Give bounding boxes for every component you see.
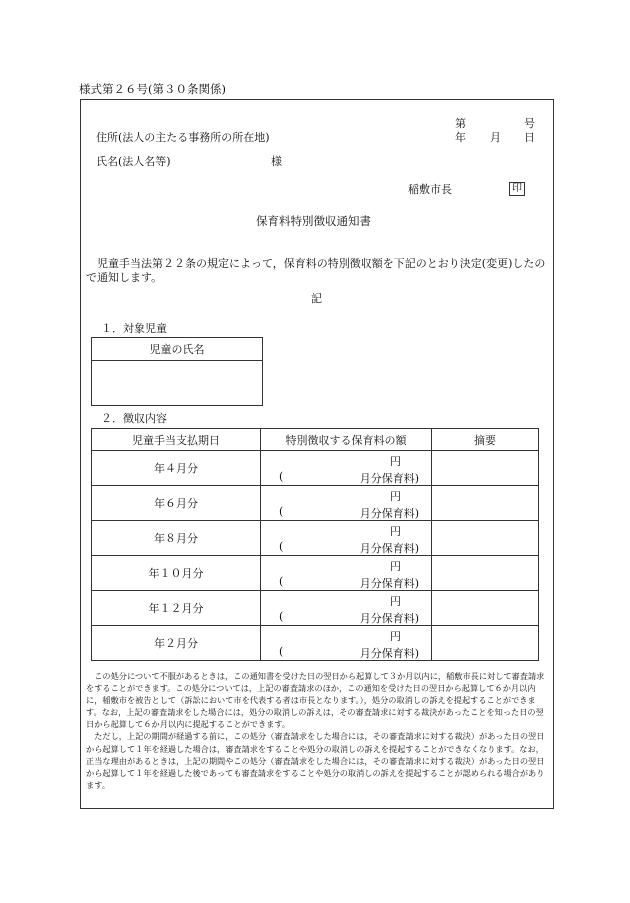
- row-remarks[interactable]: [432, 556, 539, 591]
- month-label: 月分保育料): [359, 577, 419, 590]
- seal-mark: 印: [509, 182, 525, 196]
- honorific: 様: [271, 155, 282, 168]
- row-period: 年１０月分: [92, 556, 261, 591]
- paren-open: (: [279, 540, 284, 553]
- row-remarks[interactable]: [432, 626, 539, 661]
- collection-table: [91, 428, 539, 661]
- date-day: 日: [524, 131, 535, 144]
- header-remarks: 摘要: [432, 429, 539, 451]
- row-remarks[interactable]: [432, 451, 539, 486]
- number-suffix: 号: [524, 117, 535, 130]
- month-label: 月分保育料): [359, 507, 419, 520]
- child-table: [91, 337, 263, 406]
- section2-heading: ２．徴収内容: [101, 412, 167, 425]
- notice-paragraph-2: ただし，上記の期間が経過する前に，この処分（審査請求をした場合には，その審査請求に対する裁決）があった日の翌日から起算して１年を経過した場合は，審査請求をすることや処分の取消しの訴えを提起することができなくなります。なお，正当な理由があるときは，上記の期間やこの処分（審査請求をした場合には，その審査請求に対する裁決）があった日の翌日から起算して１年を経過した後であっても審査請求をすることや処分の取消しの訴えを提起することが認められる場合があります。: [86, 731, 545, 790]
- collection-row: [92, 556, 539, 591]
- issuer: 稲敷市長: [408, 183, 452, 196]
- row-amount[interactable]: [261, 626, 432, 661]
- row-remarks[interactable]: [432, 521, 539, 556]
- date-year: 年: [455, 131, 466, 144]
- collection-row: [92, 591, 539, 626]
- ki: 記: [311, 292, 322, 305]
- paren-open: (: [279, 470, 284, 483]
- row-remarks[interactable]: [432, 486, 539, 521]
- row-amount[interactable]: [261, 556, 432, 591]
- number-label: 第: [455, 117, 466, 130]
- name-label: 氏名(法人名等): [96, 155, 171, 168]
- seal: [509, 181, 525, 196]
- paren-open: (: [279, 645, 284, 658]
- paren-open: (: [279, 575, 284, 588]
- row-remarks[interactable]: [432, 591, 539, 626]
- row-period: 年１２月分: [92, 591, 261, 626]
- collection-row: [92, 521, 539, 556]
- row-amount[interactable]: [261, 591, 432, 626]
- document-title: 保育料特別徴収通知書: [256, 214, 371, 228]
- yen-label: 円: [390, 595, 401, 608]
- notice: [86, 670, 548, 791]
- row-amount[interactable]: [261, 486, 432, 521]
- notice-paragraph-1: この処分について不服があるときは，この通知書を受けた日の翌日から起算して３か月以内に，稲敷市長に対して審査請求をすることができます。この処分については，上記の審査請求のほか，この通知を受けた日の翌日から起算して６か月以内に，稲敷市を被告として（訴訟において市を代表する者は市長となります。），処分の取消しの訴えを提起することができます。なお，上記の審査請求をした場合には，処分の取消しの訴えは，その審査請求に対する裁決があったことを知った日の翌日から起算して６か月以内に提起することができます。: [86, 671, 545, 730]
- collection-row: [92, 626, 539, 661]
- yen-label: 円: [390, 490, 401, 503]
- header-payment-date: 児童手当支払期日: [92, 429, 261, 451]
- row-period: 年４月分: [92, 451, 261, 486]
- month-label: 月分保育料): [359, 472, 419, 485]
- yen-label: 円: [390, 630, 401, 643]
- section1-heading: １．対象児童: [101, 322, 167, 335]
- collection-rows: [92, 451, 539, 661]
- child-name-header: 児童の氏名: [92, 338, 263, 361]
- child-name-cell[interactable]: [92, 361, 263, 406]
- month-label: 月分保育料): [359, 612, 419, 625]
- row-period: 年８月分: [92, 521, 261, 556]
- month-label: 月分保育料): [359, 542, 419, 555]
- yen-label: 円: [390, 525, 401, 538]
- body-text: 児童手当法第２２条の規定によって，保育料の特別徴収額を下記のとおり決定(変更)したので通知します。: [86, 257, 546, 284]
- month-label: 月分保育料): [359, 647, 419, 660]
- date-month: 月: [490, 131, 501, 144]
- form-number: 様式第２６号(第３０条関係): [79, 82, 226, 96]
- address-label: 住所(法人の主たる事務所の所在地): [96, 131, 270, 144]
- paren-open: (: [279, 610, 284, 623]
- yen-label: 円: [390, 560, 401, 573]
- header-amount: 特別徴収する保育料の額: [261, 429, 432, 451]
- row-period: 年２月分: [92, 626, 261, 661]
- paren-open: (: [279, 505, 284, 518]
- row-period: 年６月分: [92, 486, 261, 521]
- collection-row: [92, 486, 539, 521]
- row-amount[interactable]: [261, 451, 432, 486]
- row-amount[interactable]: [261, 521, 432, 556]
- yen-label: 円: [390, 455, 401, 468]
- collection-row: [92, 451, 539, 486]
